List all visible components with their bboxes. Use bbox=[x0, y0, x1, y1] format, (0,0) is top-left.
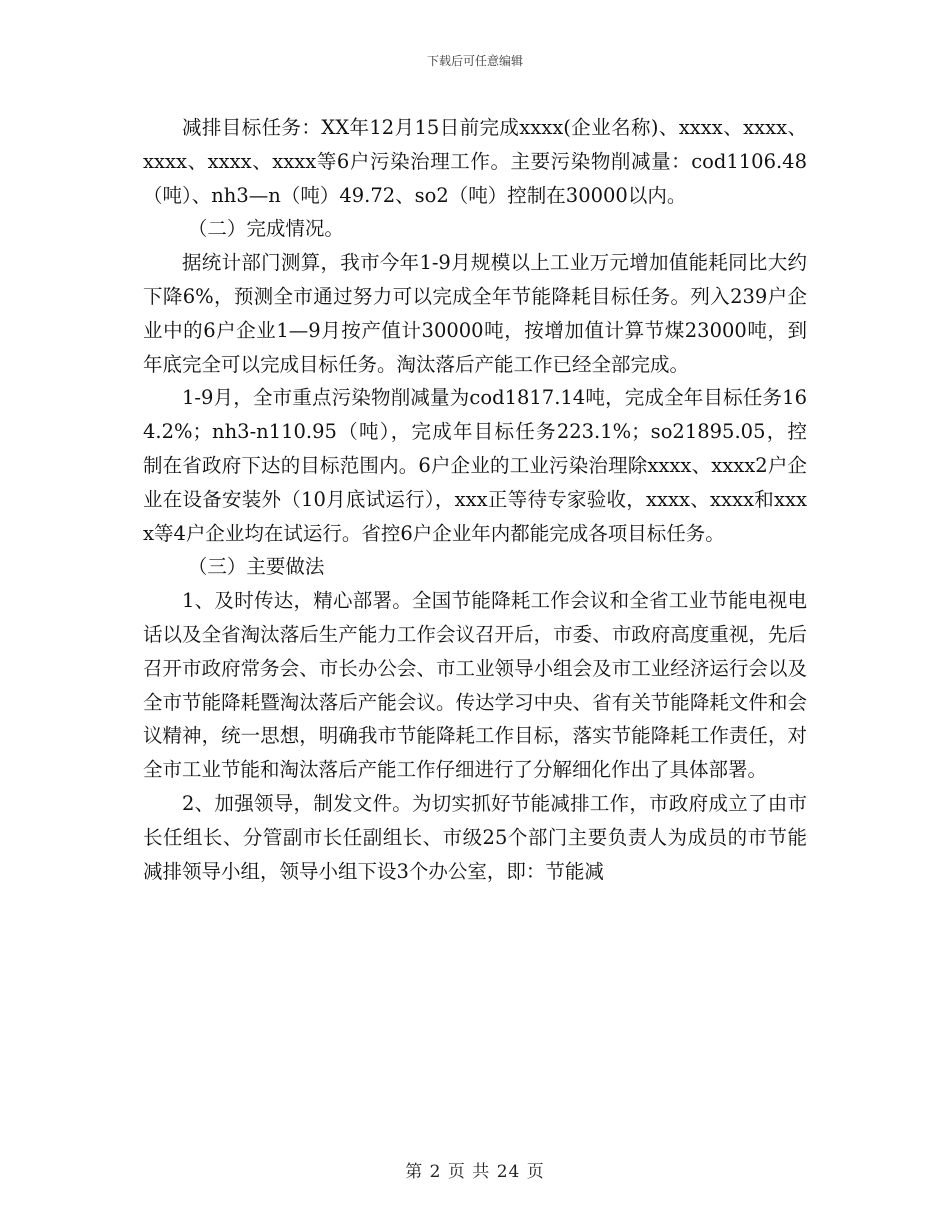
section-heading-completion: （二）完成情况。 bbox=[187, 217, 344, 241]
paragraph-practice-2: 2、加强领导，制发文件。为切实抓好节能减排工作，市政府成立了由市长任组长、分管副市长任副组长、市级25个部门主要负责人为成员的市节能减排领导小组，领导小组下设3个办公室，即：节能减 bbox=[143, 791, 807, 883]
page-number-footer: 第 2 页 共 24 页 bbox=[405, 1162, 545, 1182]
paragraph-reduction-targets: 减排目标任务：XX年12月15日前完成xxxx(企业名称)、xxxx、xxxx、xxxx、xxxx、xxxx等6户污染治理工作。主要污染物削减量：cod1106.48（吨）、nh3—n（吨）49.72、so2（吨）控制在30000以内。 bbox=[143, 116, 807, 207]
paragraph-practice-1: 1、及时传达，精心部署。全国节能降耗工作会议和全省工业节能电视电话以及全省淘汰落后生产能力工作会议召开后，市委、市政府高度重视，先后召开市政府常务会、市长办公会、市工业领导小组会及市工业经济运行会以及全市节能降耗暨淘汰落后产能会议。传达学习中央、省有关节能降耗文件和会议精神，统一思想，明确我市节能降耗工作目标，落实节能降耗工作责任，对全市工业节能和淘汰落后产能工作仔细进行了分解细化作出了具体部署。 bbox=[143, 589, 807, 782]
document-body bbox=[143, 111, 807, 888]
paragraph-pollutant-reduction: 1-9月，全市重点污染物削减量为cod1817.14吨，完成全年目标任务164.2%；nh3-n110.95（吨），完成年目标任务223.1%；so21895.05，控制在省政府下达的目标范围内。6户企业的工业污染治理除xxxx、xxxx2户企业在设备安装外（10月底试运行），xxx正等待专家验收，xxxx、xxxx和xxxx等4户企业均在试运行。省控6户企业年内都能完成各项目标任务。 bbox=[143, 386, 807, 545]
page-header: 下载后可任意编辑 bbox=[426, 54, 523, 68]
paragraph-energy-statistics: 据统计部门测算，我市今年1-9月规模以上工业万元增加值能耗同比大约下降6%，预测全市通过努力可以完成全年节能降耗目标任务。列入239户企业中的6户企业1—9月按产值计30000吨，按增加值计算节煤23000吨，到年底完全可以完成目标任务。淘汰落后产能工作已经全部完成。 bbox=[143, 251, 807, 376]
section-heading-main-practices: （三）主要做法 bbox=[187, 555, 325, 579]
